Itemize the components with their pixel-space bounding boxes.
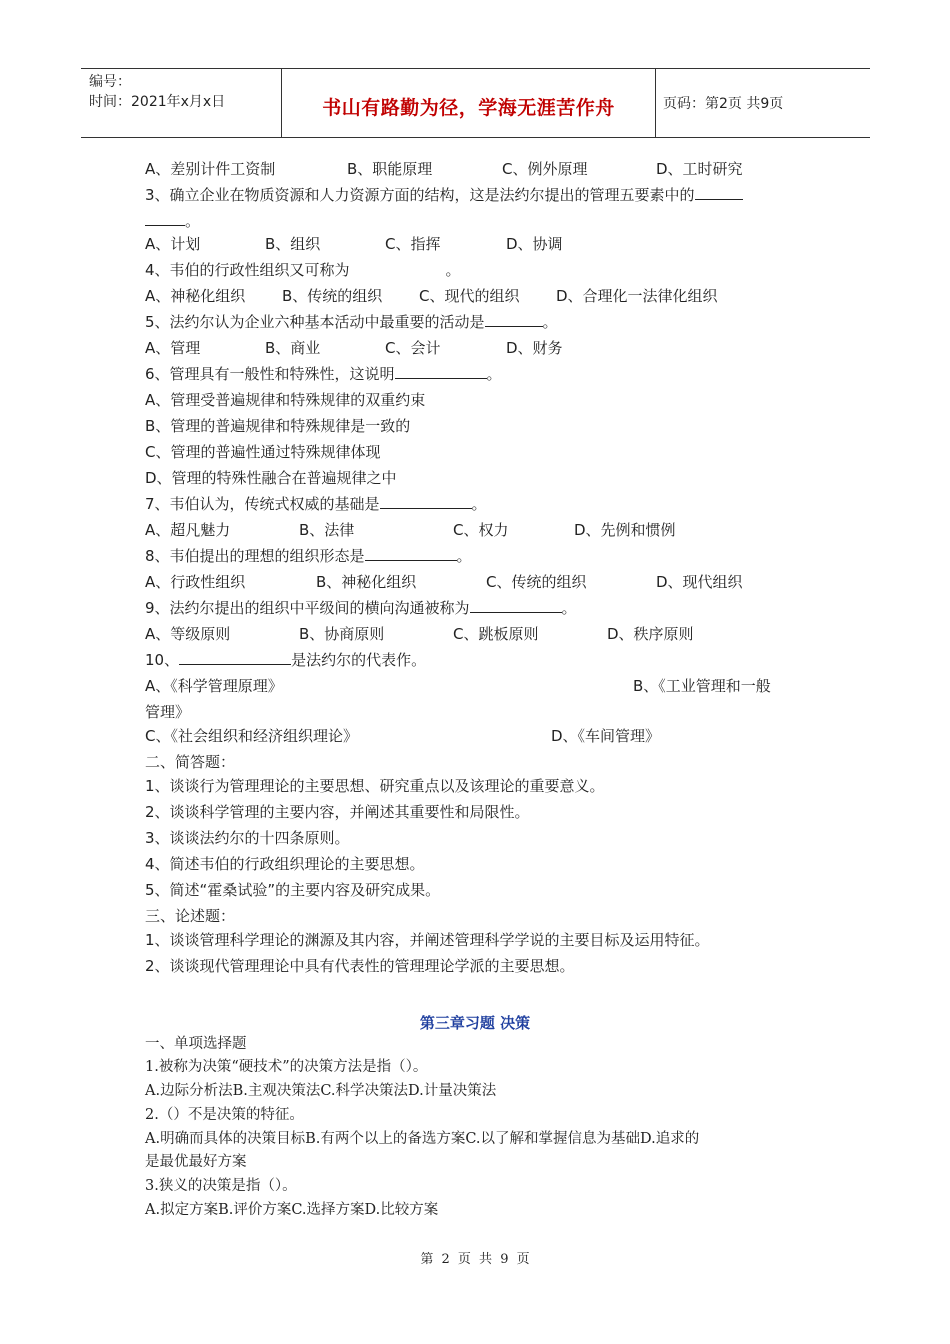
chapter-title: 第三章习题 决策 (419, 1014, 531, 1032)
q2-option-d: D、工时研究 (656, 160, 743, 178)
q5-option-b: B、商业 (265, 339, 321, 357)
number-label: 编号： (89, 74, 131, 90)
motto: 书山有路勤为径，学海无涯苦作舟 (322, 97, 615, 119)
question-end: 。 (456, 547, 472, 565)
question-8 (145, 546, 472, 566)
answer-blank (470, 598, 562, 613)
question-end: 。 (445, 261, 461, 279)
answer-blank (485, 312, 543, 327)
chapter3-question-2-options-continued: 是最优最好方案 (145, 1154, 247, 1170)
question-end: 。 (471, 495, 487, 513)
page-info: 页码：第2页 共9页 (663, 96, 784, 112)
question-text: 是法约尔的代表作。 (291, 651, 427, 669)
q4-option-a: A、神秘化组织 (145, 287, 246, 305)
question-text: 8、韦伯提出的理想的组织形态是 (145, 547, 365, 565)
page-footer: 第 2 页 共 9 页 (420, 1252, 530, 1267)
answer-blank (365, 546, 457, 561)
q3-option-d: D、协调 (506, 235, 563, 253)
q6-option-b: B、管理的普遍规律和特殊规律是一致的 (145, 417, 411, 435)
q7-option-a: A、超凡魅力 (145, 521, 231, 539)
answer-blank (380, 494, 472, 509)
chapter3-question-1: 1.被称为决策“硬技术”的决策方法是指（）。 (145, 1059, 428, 1075)
question-6 (145, 364, 502, 384)
q4-option-c: C、现代的组织 (419, 287, 520, 305)
q8-option-a: A、行政性组织 (145, 573, 246, 591)
chapter3-question-1-options: A.边际分析法B.主观决策法C.科学决策法D.计量决策法 (145, 1083, 497, 1099)
question-end: 。 (486, 365, 502, 383)
q3-option-c: C、指挥 (385, 235, 441, 253)
question-4 (145, 260, 461, 280)
q10-option-a: A、《科学管理原理》 (145, 677, 283, 695)
q3-option-b: B、组织 (265, 235, 321, 253)
answer-blank (695, 185, 743, 200)
chapter3-question-3: 3.狭义的决策是指（）。 (145, 1178, 297, 1194)
q5-option-a: A、管理 (145, 339, 201, 357)
q6-option-d: D、管理的特殊性融合在普遍规律之中 (145, 469, 397, 487)
question-5 (145, 312, 558, 332)
short-answer-item: 3、谈谈法约尔的十四条原则。 (145, 829, 350, 847)
q9-option-d: D、秩序原则 (607, 625, 694, 643)
q9-option-a: A、等级原则 (145, 625, 231, 643)
q6-option-c: C、管理的普遍性通过特殊规律体现 (145, 443, 381, 461)
question-3-continued (145, 211, 200, 231)
question-9 (145, 598, 577, 618)
question-text: 6、管理具有一般性和特殊性，这说明 (145, 365, 395, 383)
short-answer-item: 5、简述“霍桑试验”的主要内容及研究成果。 (145, 881, 441, 899)
essay-item: 1、谈谈管理科学理论的渊源及其内容，并阐述管理科学学说的主要目标及运用特征。 (145, 931, 710, 949)
question-text: 9、法约尔提出的组织中平级间的横向沟通被称为 (145, 599, 470, 617)
q8-option-d: D、现代组织 (656, 573, 743, 591)
chapter3-question-2-options: A.明确而具体的决策目标B.有两个以上的备选方案C.以了解和掌握信息为基础D.追求的 (145, 1131, 700, 1147)
q2-option-c: C、例外原理 (502, 160, 588, 178)
answer-blank (179, 650, 291, 665)
chapter3-question-3-options: A.拟定方案B.评价方案C.选择方案D.比较方案 (145, 1202, 439, 1218)
essay-title: 三、论述题： (145, 907, 236, 925)
header-motto-cell (281, 69, 656, 137)
essay-item: 2、谈谈现代管理理论中具有代表性的管理理论学派的主要思想。 (145, 957, 575, 975)
short-answer-item: 4、简述韦伯的行政组织理论的主要思想。 (145, 855, 425, 873)
q2-option-a: A、差别计件工资制 (145, 160, 276, 178)
q4-option-d: D、合理化一法律化组织 (556, 287, 718, 305)
q7-option-d: D、先例和惯例 (574, 521, 676, 539)
q2-option-b: B、职能原理 (347, 160, 433, 178)
header-page-cell (655, 69, 870, 137)
question-text: 3、确立企业在物质资源和人力资源方面的结构，这是法约尔提出的管理五要素中的 (145, 186, 695, 204)
q7-option-c: C、权力 (453, 521, 509, 539)
q9-option-b: B、协商原则 (299, 625, 385, 643)
q9-option-c: C、跳板原则 (453, 625, 539, 643)
q10-option-d: D、《车间管理》 (551, 727, 661, 745)
q4-option-b: B、传统的组织 (282, 287, 383, 305)
question-text: 4、韦伯的行政性组织又可称为 (145, 261, 350, 279)
section-title: 一、单项选择题 (145, 1036, 247, 1052)
page-header (81, 68, 870, 138)
question-10 (145, 650, 426, 670)
short-answer-item: 1、谈谈行为管理理论的主要思想、研究重点以及该理论的重要意义。 (145, 777, 605, 795)
q6-option-a: A、管理受普遍规律和特殊规律的双重约束 (145, 391, 426, 409)
question-3 (145, 185, 743, 205)
q10-option-b: B、《工业管理和一般 (633, 677, 771, 695)
answer-blank (145, 211, 185, 226)
q3-option-a: A、计划 (145, 235, 201, 253)
q7-option-b: B、法律 (299, 521, 355, 539)
question-end: 。 (542, 313, 558, 331)
q5-option-d: D、财务 (506, 339, 563, 357)
question-7 (145, 494, 487, 514)
time-label: 时间：2021年x月x日 (89, 94, 226, 110)
short-answer-item: 2、谈谈科学管理的主要内容，并阐述其重要性和局限性。 (145, 803, 530, 821)
chapter3-question-2: 2.（）不是决策的特征。 (145, 1107, 304, 1123)
q10-option-c: C、《社会组织和经济组织理论》 (145, 727, 358, 745)
question-end: 。 (561, 599, 577, 617)
answer-blank (395, 364, 487, 379)
question-number: 10、 (145, 651, 180, 669)
question-text: 7、韦伯认为，传统式权威的基础是 (145, 495, 380, 513)
question-end: 。 (185, 212, 201, 230)
q10-option-b-continued: 管理》 (145, 703, 191, 721)
question-text: 5、法约尔认为企业六种基本活动中最重要的活动是 (145, 313, 485, 331)
header-meta-cell (81, 69, 281, 137)
short-answer-title: 二、简答题： (145, 753, 236, 771)
q5-option-c: C、会计 (385, 339, 441, 357)
q8-option-b: B、神秘化组织 (316, 573, 417, 591)
q8-option-c: C、传统的组织 (486, 573, 587, 591)
